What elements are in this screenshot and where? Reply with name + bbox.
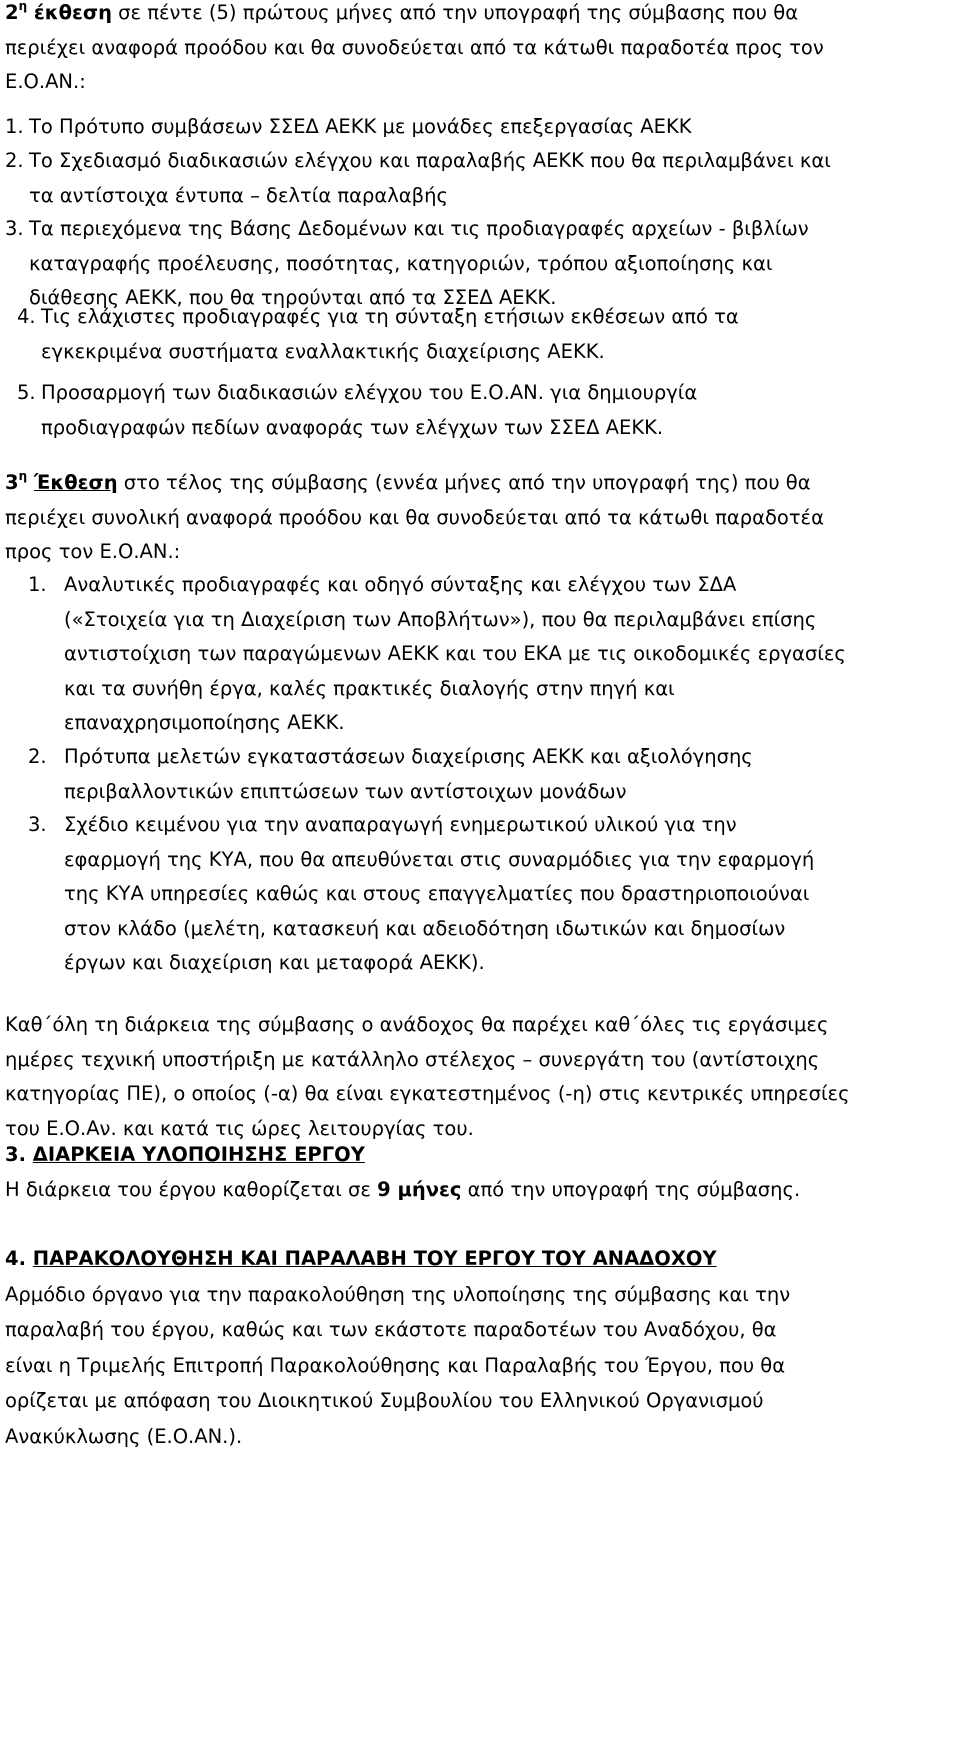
duration-value: 9 μήνες: [377, 1177, 462, 1201]
list-item: 3. Σχέδιο κειμένου για την αναπαραγωγή ενημερωτικού υλικού για την εφαρμογή της ΚΥΑ, που θα απευθύνεται στις συναρμόδιες για την εφαρμογή της ΚΥΑ υπηρεσίες καθώς και στους επαγγελματίες που δραστηριοποιούναι στον κλάδο (μελέτη, κατασκευή και αδειοδότηση ιδωτικών και δημοσίων έργων και διαχείριση και μεταφορά ΑΕΚΚ).: [28, 813, 815, 974]
list-item: 2. Το Σχεδιασμό διαδικασιών ελέγχου και παραλαβής ΑΕΚΚ που θα περιλαμβάνει και τα αντίστοιχα έντυπα – δελτία παραλαβής: [5, 149, 831, 207]
list-item: 5. Προσαρμογή των διαδικασιών ελέγχου του Ε.Ο.ΑΝ. για δημιουργία προδιαγραφών πεδίων αναφοράς των ελέγχων των ΣΣΕΔ ΑΕΚΚ.: [17, 381, 698, 439]
report3-text2: περιέχει συνολική αναφορά προόδου και θα συνοδεύεται από τα κάτωθι παραδοτέα: [5, 505, 824, 529]
section3-text: Η διάρκεια του έργου καθορίζεται σε 9 μήνες από την υπογραφή της σύμβασης.: [5, 1177, 801, 1201]
report3-num: 3: [5, 471, 19, 494]
report3-sup: η: [18, 469, 28, 483]
list-item: 1. Το Πρότυπο συμβάσεων ΣΣΕΔ ΑΕΚΚ με μονάδες επεξεργασίας ΑΕΚΚ: [5, 115, 692, 138]
list-item: 4. Τις ελάχιστες προδιαγραφές για τη σύνταξη ετήσιων εκθέσεων από τα εγκεκριμένα συστήματα εναλλακτικής διαχείρισης ΑΕΚΚ.: [17, 305, 739, 363]
list-item: 1. Αναλυτικές προδιαγραφές και οδηγό σύνταξης και ελέγχου των ΣΔΑ («Στοιχεία για τη Διαχείριση των Αποβλήτων»), που θα περιλαμβάνει επίσης αντιστοίχιση των παραγώμενων ΑΕΚΚ και του ΕΚΑ με τις οικοδομικές εργασίες και τα συνήθη έργα, καλές πρακτικές διαλογής στην πηγή και επαναχρησιμοποίησης ΑΕΚΚ.: [28, 573, 846, 734]
list-item: 3. Τα περιεχόμενα της Βάσης Δεδομένων και τις προδιαγραφές αρχείων - βιβλίων καταγραφής προέλευσης, ποσότητας, κατηγοριών, τρόπου αξιοποίησης και διάθεσης ΑΕΚΚ, που θα τηρούνται από τα ΣΣΕΔ ΑΕΚΚ.: [5, 217, 809, 309]
list-item: 2. Πρότυπα μελετών εγκαταστάσεων διαχείρισης ΑΕΚΚ και αξιολόγησης περιβαλλοντικών επιπτώσεων των αντίστοιχων μονάδων: [28, 745, 753, 803]
support-paragraph: Καθ΄όλη τη διάρκεια της σύμβασης ο ανάδοχος θα παρέχει καθ΄όλες τις εργάσιμες ημέρες τεχνική υποστήριξη με κατάλληλο στέλεχος – συνεργάτη του (αντίστοιχης κατηγορίας ΠΕ), ο οποίος (-α) θα είναι εγκατεστημένος (-η) στις κεντρικές υπηρεσίες του Ε.Ο.Αν. και κατά τις ώρες λειτουργίας του.: [5, 1013, 850, 1140]
report3-text3: προς τον Ε.Ο.ΑΝ.:: [5, 540, 181, 563]
report2-intro: $2^\eta$ έκθεση σε πέντε (5) πρώτους μήνες από την υπογραφή της σύμβασης που θα περιέχει αναφορά προόδου και θα συνοδεύεται από τα κάτωθι παραδοτέα προς τον Ε.Ο.ΑΝ.:: [5, 0, 955, 100]
report3-title: Έκθεση: [33, 471, 118, 494]
report2-title: έκθεση: [33, 1, 112, 24]
report2-sup: η: [18, 0, 28, 13]
report2-text1: σε πέντε (5) πρώτους μήνες από την υπογραφή της σύμβασης που θα: [118, 1, 799, 24]
section4-text: Αρμόδιο όργανο για την παρακολούθηση της υλοποίησης της σύμβασης και την παραλαβή του έργου, καθώς και των εκάστοτε παραδοτέων του Αναδόχου, θα είναι η Τριμελής Επιτροπή Παρακολούθησης και Παραλαβής του Έργου, που θα ορίζεται με απόφαση του Διοικητικού Συμβουλίου του Ελληνικού Οργανισμού Ανακύκλωσης (Ε.Ο.ΑΝ.).: [5, 1282, 791, 1448]
report2-text3: Ε.Ο.ΑΝ.:: [5, 70, 86, 93]
report3-text1: στο τέλος της σύμβασης (εννέα μήνες από την υπογραφή της) που θα: [123, 471, 811, 494]
section3-heading: 3. ΔΙΑΡΚΕΙΑ ΥΛΟΠΟΙΗΣΗΣ ΕΡΓΟΥ: [5, 1143, 365, 1166]
section3: [5, 1138, 955, 1207]
report2-text2: περιέχει αναφορά προόδου και θα συνοδεύεται από τα κάτωθι παραδοτέα προς τον: [5, 35, 824, 59]
section4: [5, 1242, 955, 1454]
section4-heading: 4. ΠΑΡΑΚΟΛΟΥΘΗΣΗ ΚΑΙ ΠΑΡΑΛΑΒΗ ΤΟΥ ΕΡΓΟΥ ΤΟΥ ΑΝΑΔΟΧΟΥ: [5, 1247, 717, 1270]
report3-intro: [5, 466, 955, 570]
